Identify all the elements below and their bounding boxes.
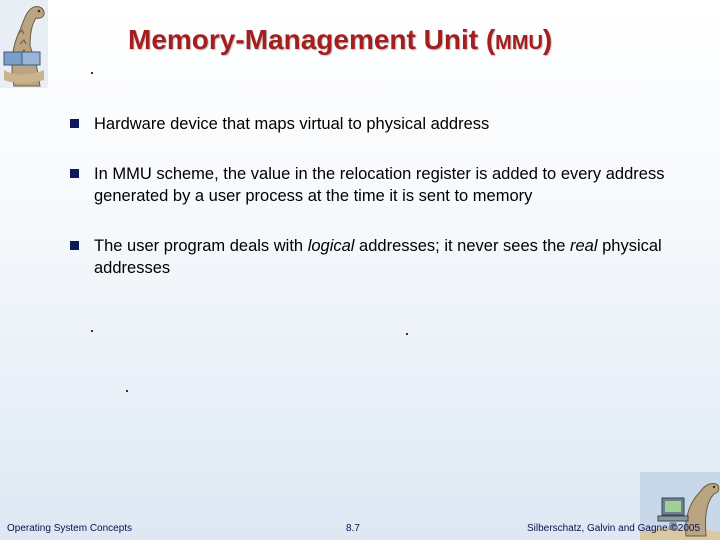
square-bullet-icon <box>70 169 79 178</box>
text-run: addresses; it never sees the <box>354 237 570 255</box>
title-main: Memory-Management Unit ( <box>128 24 496 55</box>
bullet-text <box>94 115 489 133</box>
dinosaur-reading-icon <box>0 0 48 88</box>
stray-dot <box>91 330 93 332</box>
square-bullet-icon <box>70 241 79 250</box>
bullet-item <box>70 113 670 135</box>
title-close: ) <box>542 24 553 55</box>
footer-page-number: 8.7 <box>346 523 360 534</box>
text-run: physical addresses <box>94 237 662 277</box>
bullet-item <box>70 163 670 207</box>
footer-book-title: Operating System Concepts <box>7 523 133 534</box>
slide-title <box>128 24 648 56</box>
title-abbreviation: MMU <box>495 32 543 54</box>
text-run: The user program deals with <box>94 237 308 255</box>
stray-dot <box>406 333 408 335</box>
stray-dot <box>91 72 93 74</box>
emphasized-text: logical <box>307 237 355 255</box>
square-bullet-icon <box>70 119 79 128</box>
footer-copyright: Silberschatz, Galvin and Gagne ©2005 <box>527 523 701 534</box>
bullet-list <box>70 113 670 307</box>
bullet-text <box>94 237 662 277</box>
text-run: In MMU scheme, the value in the relocation register is added to every address generated by a user process at the time it is sent to memory <box>94 165 665 205</box>
bullet-text <box>94 165 664 205</box>
text-run: Hardware device that maps virtual to physical address <box>94 115 490 133</box>
stray-dot <box>126 390 128 392</box>
bullet-item <box>70 235 670 279</box>
emphasized-text: real <box>570 237 598 255</box>
